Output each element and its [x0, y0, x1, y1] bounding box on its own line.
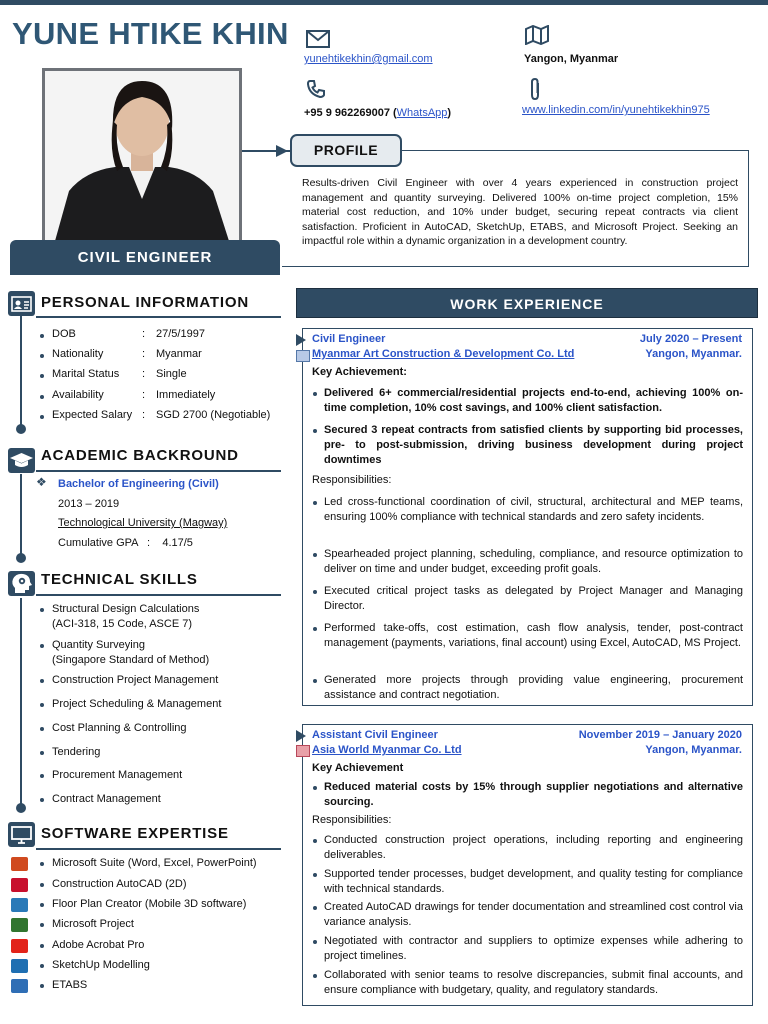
responsibility-item: Conducted construction project operations, including reporting and engineering deliverables.: [312, 833, 743, 863]
responsibility-item: Spearheaded project planning, scheduling, compliance, and resource optimization to deliver on time and under budget, exceeding profit goals.: [312, 547, 743, 577]
technical-skills-heading: TECHNICAL SKILLS: [41, 571, 198, 588]
whatsapp-link[interactable]: WhatsApp: [396, 107, 448, 119]
monitor-icon: [8, 822, 35, 847]
responsibility-item: Executed critical project tasks as delegated by Project Manager and Managing Director.: [312, 584, 743, 614]
timeline-line: [20, 316, 22, 428]
id-card-icon: [8, 291, 35, 316]
paperclip-icon: [528, 77, 542, 106]
job-title: Civil Engineer: [312, 333, 386, 345]
autocad-icon: [11, 878, 28, 892]
timeline-dot: [16, 424, 26, 434]
diamond-bullet-icon: ❖: [36, 475, 47, 489]
job-location: Yangon, Myanmar.: [645, 744, 742, 756]
profile-summary: Results-driven Civil Engineer with over 4 years experienced in construction project management and quantity surveying. Delivered 100% on-time project completion, 15% material cost reduction, and 10% under budget, securing repeat contracts via client satisfaction. Proficient in AutoCAD, SketchUp, ETABS, and Microsoft Project. Seeking an impactful role within a dynamic organization in a development country.: [302, 177, 738, 248]
brain-gear-icon: [8, 571, 35, 596]
job-dates: November 2019 – January 2020: [578, 729, 742, 741]
linkedin-link[interactable]: www.linkedin.com/in/yunehtikekhin975: [522, 104, 710, 116]
timeline-dot: [16, 803, 26, 813]
timeline-line: [20, 598, 22, 806]
ms-project-icon: [11, 918, 28, 932]
responsibilities-label: Responsibilities:: [312, 474, 392, 486]
responsibility-item: Led cross-functional coordination of civil, structural, architectural and MEP teams, ensuring 100% compliance with technical standards and zero safety incidents.: [312, 495, 743, 525]
job-arrow-icon: [296, 334, 306, 346]
profile-heading: PROFILE: [290, 134, 402, 167]
job-location: Yangon, Myanmar.: [645, 348, 742, 360]
software-heading: SOFTWARE EXPERTISE: [41, 825, 229, 842]
academic-heading: ACADEMIC BACKROUND: [41, 447, 239, 464]
company-logo-icon: [296, 350, 310, 362]
divider: [36, 594, 281, 596]
responsibility-item: Supported tender processes, budget development, and quality testing for compliance with technical standards.: [312, 867, 743, 897]
location-text: Yangon, Myanmar: [524, 53, 619, 65]
timeline-dot: [16, 553, 26, 563]
divider: [36, 470, 281, 472]
degree-name: Bachelor of Engineering (Civil): [58, 478, 219, 490]
etabs-icon: [11, 979, 28, 993]
company-name: Asia World Myanmar Co. Ltd: [312, 744, 462, 756]
graduation-cap-icon: [8, 448, 35, 473]
sketchup-icon: [11, 959, 28, 973]
company-name: Myanmar Art Construction & Development Co. Ltd: [312, 348, 575, 360]
divider: [36, 316, 281, 318]
job-title: Assistant Civil Engineer: [312, 729, 438, 741]
personal-info-heading: PERSONAL INFORMATION: [41, 294, 249, 311]
envelope-icon: [306, 30, 330, 53]
job-dates: July 2020 – Present: [639, 333, 742, 345]
profile-arrow-icon: [276, 145, 288, 157]
ms-office-icon: [11, 857, 28, 871]
company-logo-icon: [296, 745, 310, 757]
divider: [36, 848, 281, 850]
acrobat-icon: [11, 939, 28, 953]
responsibility-item: Performed take-offs, cost estimation, cash flow analysis, tender, post-contract management (payments, variations, final account) using Excel, AutoCAD, MS Project.: [312, 621, 743, 651]
floor-plan-icon: [11, 898, 28, 912]
responsibility-item: Collaborated with senior teams to resolve discrepancies, submit final accounts, and ensure compliance with budgetary, quality, and regulatory standards.: [312, 968, 743, 998]
phone-number: +95 9 962269007 (WhatsApp): [304, 107, 452, 119]
map-icon: [524, 25, 550, 50]
top-accent-bar: [0, 0, 768, 5]
achievement-label: Key Achievement:: [312, 366, 407, 378]
phone-icon: [306, 79, 326, 104]
responsibility-item: Generated more projects through providing value engineering, procurement assistance and contract negotiation.: [312, 673, 743, 703]
university-name: Technological University (Magway): [58, 517, 228, 529]
candidate-name: YUNE HTIKE KHIN: [12, 16, 289, 51]
responsibilities-label: Responsibilities:: [312, 814, 392, 826]
achievement-label: Key Achievement: [312, 762, 404, 774]
achievement-item: Secured 3 repeat contracts from satisfied clients by supporting bid processes, pre- to post-submission, driving business development during project downtimes: [312, 423, 743, 468]
job-role-banner: CIVIL ENGINEER: [10, 240, 280, 275]
profile-photo: [42, 68, 242, 244]
job-arrow-icon: [296, 730, 306, 742]
responsibility-item: Created AutoCAD drawings for tender documentation and streamlined cost control via variance analysis.: [312, 900, 743, 930]
email-link[interactable]: yunehtikekhin@gmail.com: [304, 53, 433, 65]
timeline-line: [20, 474, 22, 558]
gpa-text: Cumulative GPA : 4.17/5: [58, 537, 193, 549]
responsibility-item: Negotiated with contractor and suppliers to optimize expenses while adhering to project timelines.: [312, 934, 743, 964]
achievement-item: Reduced material costs by 15% through supplier negotiations and alternative sourcing.: [312, 780, 743, 810]
achievement-item: Delivered 6+ commercial/residential projects end-to-end, achieving 100% on-time completion, 10% cost savings, and 100% client satisfaction.: [312, 386, 743, 416]
degree-years: 2013 – 2019: [58, 498, 120, 510]
work-experience-heading: WORK EXPERIENCE: [296, 288, 758, 318]
